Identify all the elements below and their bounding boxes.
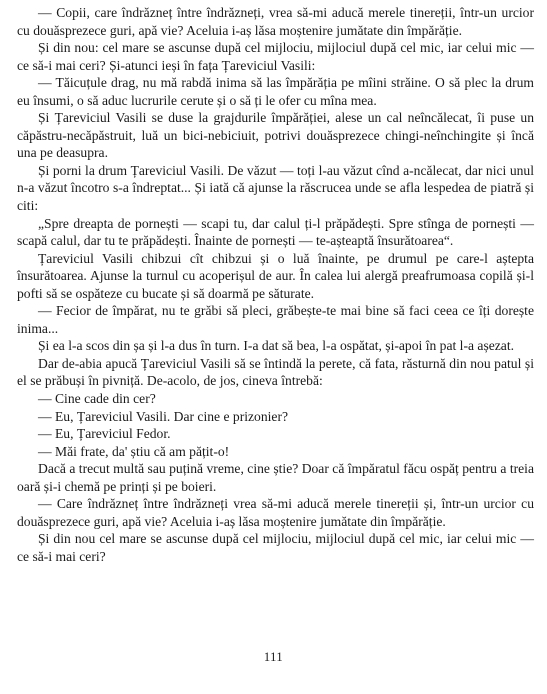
paragraph-12: — Eu, Țareviciul Vasili. Dar cine e prizonier? [38, 408, 289, 424]
paragraph-11: — Cine cade din cer? [38, 391, 156, 407]
paragraph-4: Și Țareviciul Vasili se duse la grajdurile împărăției, alese un cal neîncălecat, îi puse un căpăstru-necăpăstruit, luă un bici-nebiciuit, potrivi douăsprezece chingi-neînchingite și încă una pe deasupra. [17, 110, 534, 161]
paragraph-15: Dacă a trecut multă sau puțină vreme, cine știe? Doar că împăratul făcu ospăț pentru a treia oară și-i chemă pe prinți și pe boieri. [17, 461, 534, 494]
paragraph-16: — Care îndrăzneț între îndrăzneți vrea să-mi aducă merele tinereții și, într-un urcior cu douăsprezece guri, apă vie? Aceluia i-aș lăsa moștenire jumătate din împărăție. [17, 496, 534, 529]
paragraph-1: — Copii, care îndrăzneț între îndrăzneți, vrea să-mi aducă merele tinereții, într-un urcior cu douăsprezece guri, apă vie? Aceluia i-aș lăsa moștenire jumătate din împărăție. [17, 5, 534, 38]
paragraph-8: — Fecior de împărat, nu te grăbi să pleci, grăbește-te mai bine să faci ceea ce îți dorește inima... [17, 303, 534, 336]
paragraph-17: Și din nou cel mare se ascunse după cel mijlociu, mijlociul după cel mic, iar celui mic — ce să-i mai ceri? [17, 531, 534, 564]
paragraph-3: — Tăicuțule drag, nu mă rabdă inima să las împărăția pe mîini străine. O să plec la drum eu însumi, o să aduc lucrurile cerute și o să ți le ofer cu mîna mea. [17, 75, 534, 108]
page-number: 111 [263, 650, 284, 664]
paragraph-7: Țareviciul Vasili chibzui cît chibzui și o luă înainte, pe drumul pe care-l aștepta însurătoarea. Ajunse la turnul cu acoperișul de aur. În calea lui alergă preafrumoasa copilă și-l pofti să se ospăteze cu bucate și să doarmă pe săturate. [17, 250, 534, 301]
paragraph-2: Și din nou: cel mare se ascunse după cel mijlociu, mijlociul după cel mic, iar celui mic — ce să-i mai ceri? Și-atunci ieși în fața Țareviciul Vasili: [17, 40, 534, 73]
paragraph-6: „Spre dreapta de pornești — scapi tu, dar calul ți-l prăpădești. Spre stînga de pornești — scapă calul, dar tu te prăpădești. Înainte de pornești — te-așteaptă însurătoarea“. [17, 215, 534, 249]
paragraph-5: Și porni la drum Țareviciul Vasili. De văzut — toți l-au văzut cînd a-ncălecat, dar nici unul n-a văzut încotro s-a îndreptat... Și iată că ajunse la răscrucea unde se afla lespedea de piatră și citi: [17, 162, 534, 214]
paragraph-13: — Eu, Țareviciul Fedor. [38, 426, 171, 442]
paragraph-10: Dar de-abia apucă Țareviciul Vasili să se întindă la perete, că fata, răsturnă din nou patul și el se prăbuși în pivniță. De-acolo, de jos, cineva întrebă: [17, 355, 534, 389]
paragraph-14: — Măi frate, da' știu că am pățit-o! [38, 443, 230, 459]
paragraph-9: Și ea l-a scos din șa și l-a dus în turn. I-a dat să bea, l-a ospătat, și-apoi în pat l-a așezat. [38, 338, 515, 354]
